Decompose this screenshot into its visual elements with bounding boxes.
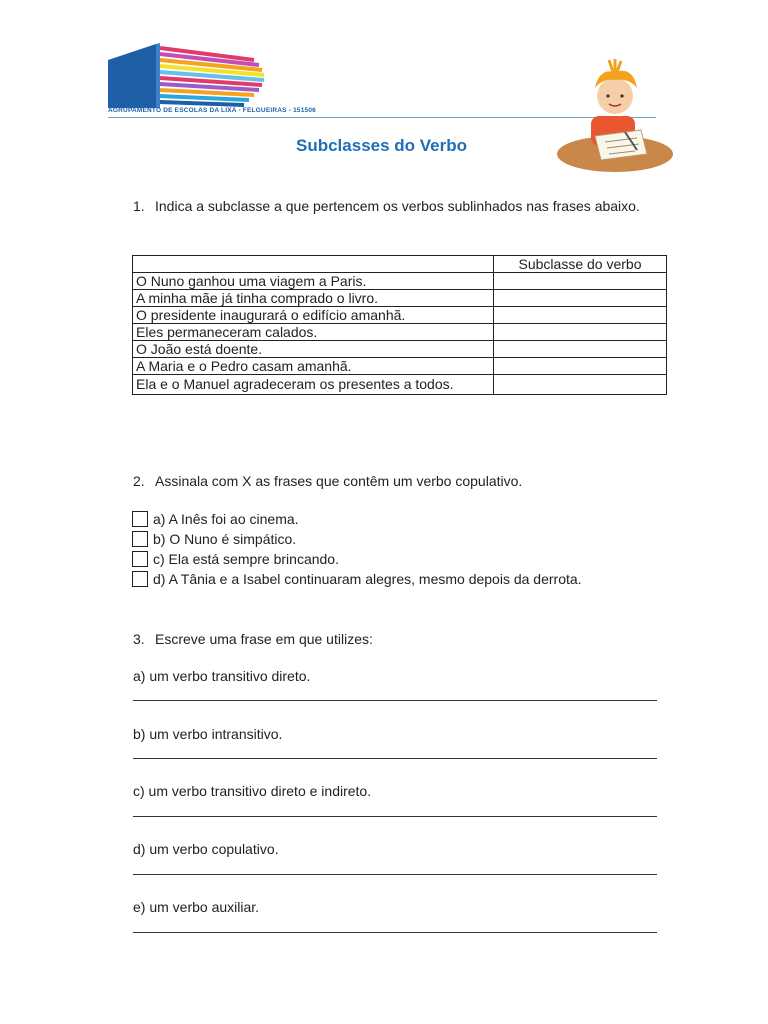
checkbox[interactable]: [132, 531, 148, 547]
question-1-text: Indica a subclasse a que pertencem os verbos sublinhados nas frases abaixo.: [155, 198, 640, 214]
answer-line-a[interactable]: [133, 700, 657, 701]
page-title: Subclasses do Verbo: [296, 136, 468, 155]
option-d: [132, 569, 582, 589]
answer-line-c[interactable]: [133, 816, 657, 817]
question-3-number: 3.: [133, 631, 145, 647]
sentence-cell: Eles permaneceram calados.: [133, 324, 494, 341]
sentence-cell: A minha mãe já tinha comprado o livro.: [133, 290, 494, 307]
answer-cell[interactable]: [494, 290, 667, 307]
option-c: [132, 549, 582, 569]
option-a: [132, 509, 582, 529]
answer-cell[interactable]: [494, 341, 667, 358]
sentence-cell: O presidente inaugurará o edifício amanhã.: [133, 307, 494, 324]
table-header-blank: [133, 256, 494, 273]
sentence-cell: A Maria e o Pedro casam amanhã.: [133, 358, 494, 375]
table-header-row: [133, 256, 667, 273]
answer-line-b[interactable]: [133, 758, 657, 759]
prompt-b: b) um verbo intransitivo.: [133, 726, 283, 742]
answer-cell[interactable]: [494, 307, 667, 324]
table-row: [133, 341, 667, 358]
table-row: [133, 375, 667, 395]
question-1-number: 1.: [133, 198, 145, 214]
question-2-number: 2.: [133, 473, 145, 489]
checkbox[interactable]: [132, 551, 148, 567]
prompt-e: e) um verbo auxiliar.: [133, 899, 260, 915]
prompt-c: c) um verbo transitivo direto e indireto.: [133, 783, 372, 799]
option-b: [132, 529, 582, 549]
option-label: d) A Tânia e a Isabel continuaram alegres, mesmo depois da derrota.: [153, 571, 582, 587]
question-1: [133, 196, 658, 216]
table-row: [133, 358, 667, 375]
table-row: [133, 290, 667, 307]
sentence-cell: Ela e o Manuel agradeceram os presentes a todos.: [133, 375, 494, 395]
option-label: a) A Inês foi ao cinema.: [153, 511, 299, 527]
answer-cell[interactable]: [494, 375, 667, 395]
answer-line-e[interactable]: [133, 932, 657, 933]
question-3: [133, 629, 373, 649]
checkbox[interactable]: [132, 511, 148, 527]
table-row: [133, 273, 667, 290]
table-row: [133, 324, 667, 341]
table-header-subclass: Subclasse do verbo: [494, 256, 667, 273]
option-label: b) O Nuno é simpático.: [153, 531, 297, 547]
school-caption: AGRUPAMENTO DE ESCOLAS DA LIXA - FELGUEIRAS - 151506: [108, 107, 316, 114]
answer-cell[interactable]: [494, 324, 667, 341]
table-row: [133, 307, 667, 324]
question-2-text: Assinala com X as frases que contêm um verbo copulativo.: [155, 473, 523, 489]
question-2: [133, 471, 522, 491]
prompt-a: a) um verbo transitivo direto.: [133, 668, 311, 684]
verb-subclass-table: [132, 255, 667, 395]
checkbox[interactable]: [132, 571, 148, 587]
question-3-text: Escreve uma frase em que utilizes:: [155, 631, 373, 647]
answer-cell[interactable]: [494, 273, 667, 290]
answer-cell[interactable]: [494, 358, 667, 375]
answer-line-d[interactable]: [133, 874, 657, 875]
child-writing-illustration: [555, 58, 675, 176]
prompt-d: d) um verbo copulativo.: [133, 841, 279, 857]
option-label: c) Ela está sempre brincando.: [153, 551, 339, 567]
sentence-cell: O Nuno ganhou uma viagem a Paris.: [133, 273, 494, 290]
copulative-options: [132, 509, 582, 589]
sentence-cell: O João está doente.: [133, 341, 494, 358]
